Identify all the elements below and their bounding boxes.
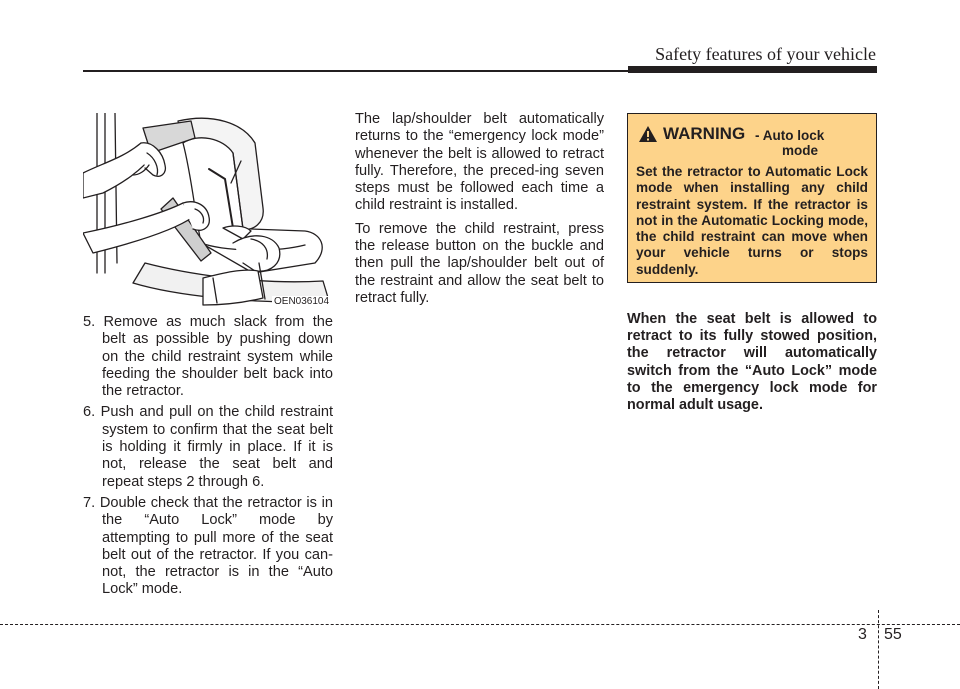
page-number-divider: [878, 610, 879, 689]
warning-subtitle: [755, 128, 865, 158]
warning-body: Set the retractor to Automatic Lock mode when installing any child restraint system. If the retractor is not in the Automatic Locking mode, the child restraint can move when your vehicle turns or stops suddenly.: [636, 164, 868, 277]
warning-subtitle-line1: - Auto lock: [755, 128, 825, 143]
child-seat-drawing: [83, 113, 333, 308]
figure-code: OEN036104: [274, 296, 330, 307]
chapter-number: 3: [858, 626, 867, 643]
footer-divider: [0, 624, 960, 625]
header-rule-accent: [628, 66, 877, 73]
adult-usage-note: When the seat belt is allowed to retract to its fully stowed position, the retractor will automatically switch from the “Auto Lock” mode to the emergency lock mode for normal adult usage.: [627, 311, 877, 414]
step-item: 5. Remove as much slack from the belt as possible by pushing down on the child restraint system while feeding the shoulder belt back into the retractor.: [83, 314, 333, 400]
warning-subtitle-line2: mode: [782, 143, 819, 158]
header-rule: [83, 70, 628, 72]
warning-triangle-icon: [638, 125, 658, 143]
warning-box: [627, 113, 877, 283]
child-seat-illustration: [83, 113, 333, 308]
middle-column: [355, 111, 604, 313]
remove-restraint-paragraph: To remove the child restraint, press the release button on the buckle and then pull the lap/shoulder belt out of the restraint and allow the seat belt to retract fully.: [355, 220, 604, 306]
step-item: 6. Push and pull on the child restraint system to confirm that the seat belt is holding it firmly in place. If it is not, release the seat belt and repeat steps 2 through 6.: [83, 404, 333, 490]
warning-header: [638, 124, 868, 164]
step-item: 7. Double check that the retractor is in the “Auto Lock” mode by attempting to pull more of the seat belt out of the retractor. If you can-not, the retractor is in the “Auto Lock” mode.: [83, 494, 333, 598]
emergency-lock-paragraph: The lap/shoulder belt automatically returns to the “emergency lock mode” whenever the belt is allowed to retract fully. Therefore, the preced-ing seven steps must be followed each time a child restraint is installed.: [355, 111, 604, 214]
installation-steps-list: [83, 314, 333, 603]
page-number: 55: [884, 626, 902, 643]
page-header-title: Safety features of your vehicle: [655, 44, 876, 64]
warning-label: WARNING: [663, 124, 746, 143]
